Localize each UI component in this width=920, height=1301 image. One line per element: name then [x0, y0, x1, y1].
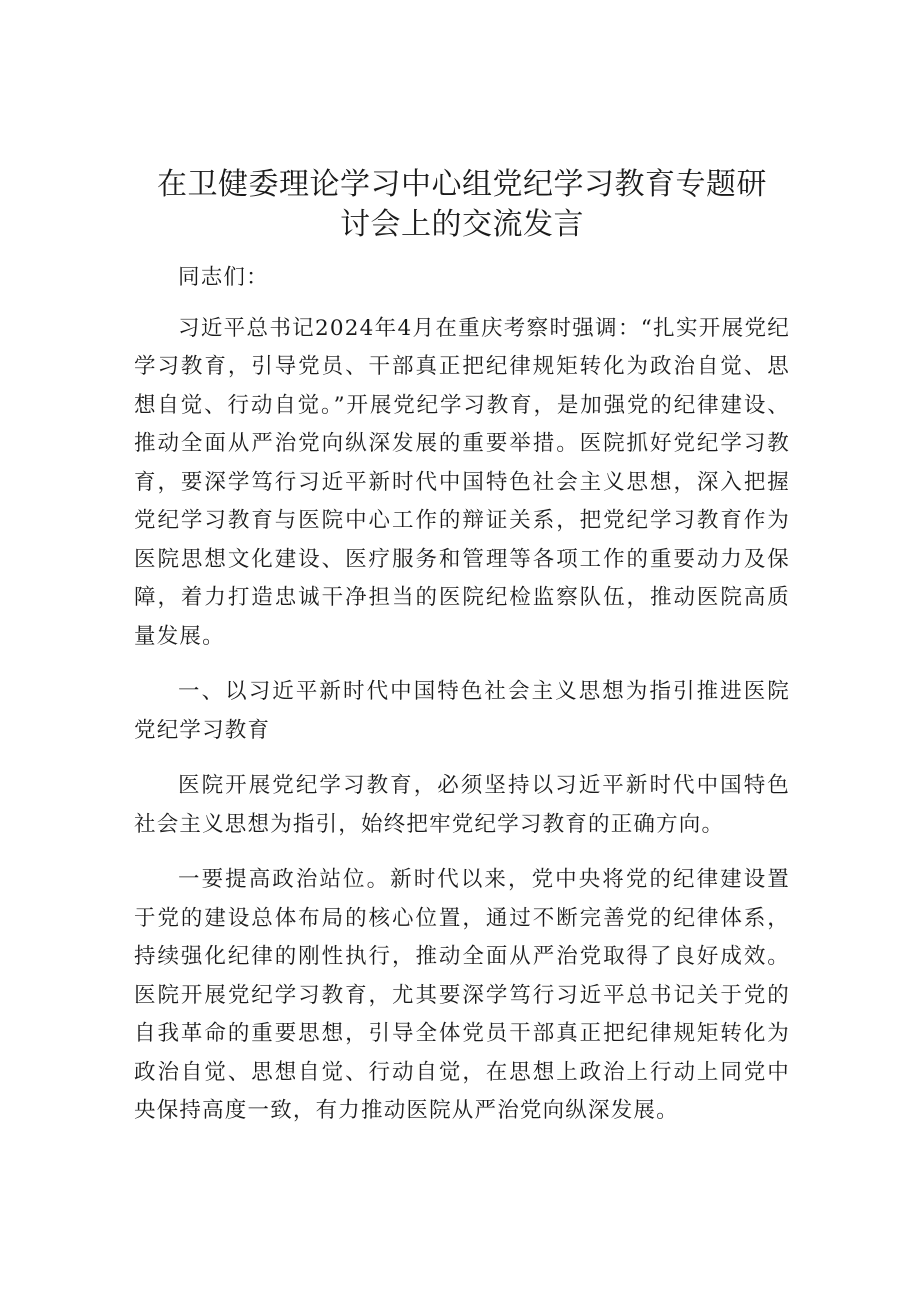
- paragraph-intro: 习近平总书记2024年4月在重庆考察时强调：“扎实开展党纪学习教育，引导党员、干部真正把纪律规矩转化为政治自觉、思想自觉、行动自觉。”开展党纪学习教育，是加强党的纪律建设、推动全面从严治党向纵深发展的重要举措。医院抓好党纪学习教育，要深学笃行习近平新时代中国特色社会主义思想，深入把握党纪学习教育与医院中心工作的辩证关系，把党纪学习教育作为医院思想文化建设、医疗服务和管理等各项工作的重要动力及保障，着力打造忠诚干净担当的医院纪检监察队伍，推动医院高质量发展。: [134, 315, 790, 649]
- document-title: [134, 165, 790, 245]
- title-line-2: 讨会上的交流发言: [340, 207, 584, 242]
- title-line-1: 在卫健委理论学习中心组党纪学习教育专题研: [157, 167, 767, 202]
- paragraph-political-standing: 一要提高政治站位。新时代以来，党中央将党的纪律建设置于党的建设总体布局的核心位置，通过不断完善党的纪律体系，持续强化纪律的刚性执行，推动全面从严治党取得了良好成效。医院开展党纪学习教育，尤其要深学笃行习近平总书记关于党的自我革命的重要思想，引导全体党员干部真正把纪律规矩转化为政治自觉、思想自觉、行动自觉，在思想上政治上行动上同党中央保持高度一致，有力推动医院从严治党向纵深发展。: [134, 867, 790, 1123]
- salutation: 同志们：: [178, 265, 269, 290]
- section-heading-1: 一、以习近平新时代中国特色社会主义思想为指引推进医院党纪学习教育: [134, 679, 790, 743]
- paragraph-section-1-lead: 医院开展党纪学习教育，必须坚持以习近平新时代中国特色社会主义思想为指引，始终把牢党纪学习教育的正确方向。: [134, 773, 790, 837]
